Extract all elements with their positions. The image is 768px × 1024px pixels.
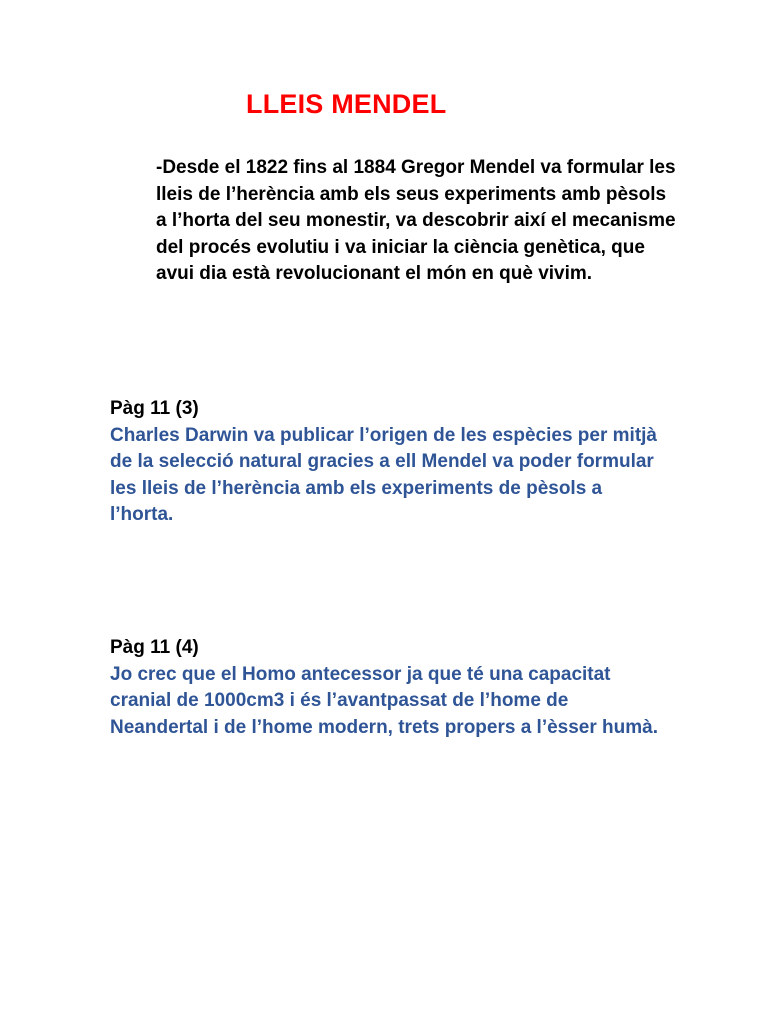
section-body: Charles Darwin va publicar l’origen de les espècies per mitjà de la selecció natural gracies a ell Mendel va poder formular les lleis de l’herència amb els experiments de pèsols a l’horta. bbox=[110, 424, 657, 525]
section-heading: Pàg 11 (3) bbox=[110, 398, 199, 419]
section-body: Jo crec que el Homo antecessor ja que té una capacitat cranial de 1000cm3 i és l’avantpassat de l’home de Neandertal i de l’home modern, trets propers a l’èsser humà. bbox=[110, 663, 659, 738]
document-title: LLEIS MENDEL bbox=[246, 89, 447, 119]
intro-paragraph: -Desde el 1822 fins al 1884 Gregor Mendel va formular les lleis de l’herència amb els seus experiments amb pèsols a l’horta del seu monestir, va descobrir així el mecanisme del procés evolutiu i va iniciar la ciència genètica, que avui dia està revolucionant el món en què vivim. bbox=[156, 157, 676, 284]
section-heading: Pàg 11 (4) bbox=[110, 637, 199, 658]
answer-section-page-11-3 bbox=[110, 396, 670, 529]
answer-section-page-11-4 bbox=[110, 635, 670, 741]
